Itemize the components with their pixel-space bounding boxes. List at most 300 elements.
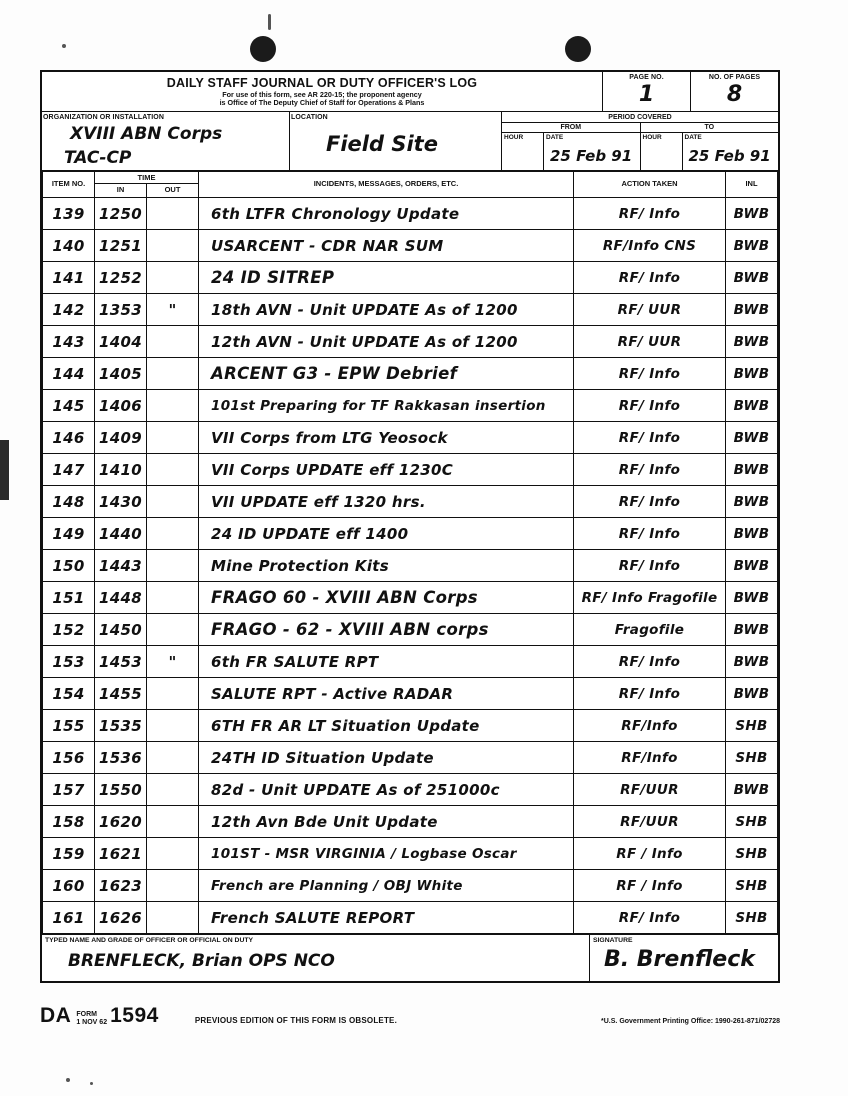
- cell-incident: [199, 582, 574, 614]
- cell-time-in: [95, 806, 147, 838]
- cell-item-no: [43, 838, 95, 870]
- cell-initials: [726, 806, 778, 838]
- cell-initials-text: SHB: [735, 750, 768, 767]
- cell-item-no-text: 161: [52, 908, 85, 927]
- table-row: [43, 870, 778, 902]
- cell-initials-text: SHB: [735, 814, 768, 831]
- gpo-notice: *U.S. Government Printing Office: 1990-261-871/02728: [601, 1018, 780, 1025]
- cell-incident-text: 6TH FR AR LT Situation Update: [211, 716, 480, 735]
- cell-initials-text: BWB: [733, 334, 770, 351]
- table-row: [43, 518, 778, 550]
- table-row: [43, 710, 778, 742]
- cell-action-taken-text: RF / Info: [616, 878, 683, 895]
- cell-time-in-text: 1626: [99, 908, 142, 927]
- cell-time-in: [95, 774, 147, 806]
- col-header-action-taken: ACTION TAKEN: [574, 171, 726, 198]
- cell-initials: [726, 422, 778, 454]
- table-row: [43, 806, 778, 838]
- cell-time-in: [95, 678, 147, 710]
- signature-field: [590, 935, 778, 981]
- cell-time-out: [147, 710, 199, 742]
- table-row: [43, 550, 778, 582]
- cell-incident: [199, 422, 574, 454]
- cell-incident: [199, 358, 574, 390]
- cell-action-taken-text: RF/ Info: [618, 686, 681, 703]
- cell-initials: [726, 230, 778, 262]
- cell-action-taken: [574, 710, 726, 742]
- cell-initials: [726, 582, 778, 614]
- hole-punch-left-icon: [250, 36, 276, 62]
- cell-item-no: [43, 390, 95, 422]
- scan-speck: [62, 44, 66, 48]
- cell-time-out: [147, 870, 199, 902]
- cell-time-out: [147, 582, 199, 614]
- cell-time-in-text: 1448: [99, 588, 142, 607]
- cell-initials: [726, 486, 778, 518]
- cell-time-out: [147, 742, 199, 774]
- cell-item-no: [43, 678, 95, 710]
- cell-item-no-text: 156: [52, 748, 85, 767]
- form-subtitle-line1: For use of this form, see AR 220-15; the proponent agency: [222, 90, 422, 99]
- cell-time-in: [95, 486, 147, 518]
- cell-time-in-text: 1440: [99, 524, 142, 543]
- cell-action-taken-text: RF/ Info: [618, 910, 681, 927]
- cell-incident: [199, 902, 574, 934]
- table-row: [43, 262, 778, 294]
- page-no-field: [602, 72, 690, 111]
- cell-time-out: [147, 230, 199, 262]
- cell-item-no-text: 152: [52, 620, 85, 639]
- cell-action-taken-text: RF/UUR: [620, 814, 679, 831]
- cell-action-taken-text: RF/ Info: [618, 206, 681, 223]
- cell-time-out: [147, 486, 199, 518]
- cell-item-no: [43, 294, 95, 326]
- cell-time-out: [147, 518, 199, 550]
- cell-initials: [726, 550, 778, 582]
- cell-action-taken-text: RF / Info: [616, 846, 683, 863]
- cell-item-no-text: 143: [52, 332, 85, 351]
- cell-action-taken: [574, 486, 726, 518]
- cell-incident-text: French are Planning / OBJ White: [211, 878, 463, 895]
- cell-initials: [726, 742, 778, 774]
- cell-action-taken-text: RF/UUR: [620, 782, 679, 799]
- page-no-label: PAGE NO.: [629, 74, 664, 81]
- cell-incident-text: FRAGO 60 - XVIII ABN Corps: [211, 588, 478, 608]
- to-date-label: DATE: [684, 133, 702, 141]
- cell-time-in: [95, 550, 147, 582]
- table-header-row: [43, 171, 778, 198]
- cell-incident: [199, 262, 574, 294]
- cell-incident: [199, 678, 574, 710]
- cell-time-in: [95, 422, 147, 454]
- organization-value-line1: XVIII ABN Corps: [70, 123, 223, 144]
- cell-item-no-text: 158: [52, 812, 85, 831]
- cell-time-in: [95, 902, 147, 934]
- cell-initials-text: BWB: [733, 462, 770, 479]
- table-row: [43, 230, 778, 262]
- cell-initials-text: BWB: [733, 430, 770, 447]
- form-subtitle-line2: is Office of The Deputy Chief of Staff for Operations & Plans: [219, 98, 425, 108]
- cell-initials-text: SHB: [735, 910, 768, 927]
- cell-action-taken: [574, 198, 726, 230]
- cell-action-taken-text: RF/ UUR: [617, 302, 682, 319]
- cell-time-in: [95, 614, 147, 646]
- cell-action-taken-text: RF/ Info: [618, 494, 681, 511]
- to-label: TO: [704, 123, 715, 131]
- cell-initials: [726, 358, 778, 390]
- cell-time-in: [95, 198, 147, 230]
- cell-initials-text: BWB: [733, 238, 770, 255]
- cell-incident: [199, 742, 574, 774]
- cell-initials-text: SHB: [735, 718, 768, 735]
- cell-incident-text: 12th Avn Bde Unit Update: [211, 812, 438, 831]
- cell-item-no: [43, 550, 95, 582]
- page-no-value: 1: [638, 82, 655, 108]
- cell-item-no: [43, 710, 95, 742]
- cell-item-no: [43, 486, 95, 518]
- cell-initials: [726, 678, 778, 710]
- cell-incident-text: VII Corps UPDATE eff 1230C: [211, 460, 454, 479]
- cell-action-taken: [574, 518, 726, 550]
- form-label-line1: FORM: [76, 1011, 97, 1019]
- cell-item-no-text: 154: [52, 684, 85, 703]
- cell-incident: [199, 710, 574, 742]
- cell-time-in-text: 1430: [99, 492, 142, 511]
- table-row: [43, 646, 778, 678]
- cell-incident-text: 82d - Unit UPDATE As of 251000c: [211, 780, 500, 799]
- cell-time-in: [95, 710, 147, 742]
- cell-time-in-text: 1621: [99, 844, 142, 863]
- cell-action-taken: [574, 678, 726, 710]
- table-row: [43, 198, 778, 230]
- cell-incident: [199, 294, 574, 326]
- cell-initials: [726, 710, 778, 742]
- cell-initials: [726, 262, 778, 294]
- cell-initials-text: BWB: [733, 302, 770, 319]
- cell-initials-text: BWB: [733, 270, 770, 287]
- cell-action-taken: [574, 742, 726, 774]
- scan-speck: [268, 14, 271, 30]
- cell-action-taken-text: RF/ Info Fragofile: [581, 590, 718, 607]
- cell-action-taken: [574, 550, 726, 582]
- cell-time-in-text: 1550: [99, 780, 142, 799]
- cell-time-out-text: ": [168, 652, 177, 671]
- form-footer: [42, 934, 778, 981]
- cell-incident-text: 12th AVN - Unit UPDATE As of 1200: [211, 332, 518, 351]
- journal-table: [42, 171, 778, 935]
- cell-action-taken-text: RF/Info: [621, 718, 678, 735]
- cell-incident: [199, 646, 574, 678]
- hole-punch-right-icon: [565, 36, 591, 62]
- from-date-cell: [544, 133, 641, 170]
- cell-time-in-text: 1450: [99, 620, 142, 639]
- cell-item-no: [43, 582, 95, 614]
- col-header-out: OUT: [164, 184, 181, 194]
- cell-initials: [726, 902, 778, 934]
- cell-action-taken: [574, 230, 726, 262]
- cell-initials-text: BWB: [733, 366, 770, 383]
- cell-initials-text: BWB: [733, 558, 770, 575]
- cell-incident: [199, 774, 574, 806]
- col-header-inl: INL: [726, 171, 778, 198]
- cell-time-out: [147, 806, 199, 838]
- cell-initials: [726, 774, 778, 806]
- cell-time-out: [147, 358, 199, 390]
- cell-time-in-text: 1353: [99, 300, 142, 319]
- table-row: [43, 326, 778, 358]
- cell-time-in-text: 1406: [99, 396, 142, 415]
- cell-time-in: [95, 742, 147, 774]
- cell-item-no-text: 155: [52, 716, 85, 735]
- cell-time-in-text: 1620: [99, 812, 142, 831]
- cell-action-taken: [574, 358, 726, 390]
- cell-time-out: [147, 454, 199, 486]
- from-date-value: 25 Feb 91: [550, 146, 633, 165]
- cell-time-in: [95, 518, 147, 550]
- cell-incident: [199, 326, 574, 358]
- cell-time-out: [147, 646, 199, 678]
- cell-time-out: [147, 326, 199, 358]
- cell-item-no-text: 141: [52, 268, 85, 287]
- no-of-pages-label: NO. OF PAGES: [708, 74, 761, 81]
- table-row: [43, 294, 778, 326]
- table-row: [43, 614, 778, 646]
- cell-item-no: [43, 230, 95, 262]
- cell-time-in: [95, 838, 147, 870]
- cell-incident-text: French SALUTE REPORT: [211, 908, 415, 927]
- cell-initials-text: BWB: [733, 590, 770, 607]
- cell-item-no: [43, 422, 95, 454]
- cell-time-out: [147, 550, 199, 582]
- cell-item-no: [43, 614, 95, 646]
- form-number: 1594: [110, 1004, 159, 1027]
- cell-action-taken-text: RF/Info CNS: [602, 238, 697, 255]
- scan-artifact-left-edge: [0, 440, 9, 500]
- table-row: [43, 422, 778, 454]
- cell-item-no-text: 150: [52, 556, 85, 575]
- to-hour-cell: [641, 133, 683, 170]
- cell-item-no: [43, 518, 95, 550]
- cell-incident: [199, 550, 574, 582]
- cell-action-taken: [574, 646, 726, 678]
- cell-initials-text: BWB: [733, 526, 770, 543]
- signature-value: B. Brenfleck: [604, 947, 755, 973]
- cell-action-taken-text: RF/ Info: [618, 526, 681, 543]
- cell-item-no: [43, 646, 95, 678]
- cell-time-in: [95, 582, 147, 614]
- cell-item-no: [43, 774, 95, 806]
- cell-incident-text: VII UPDATE eff 1320 hrs.: [211, 492, 426, 511]
- form-header-row: [42, 112, 778, 171]
- da-label: DA: [40, 1004, 72, 1027]
- to-hour-label: HOUR: [642, 133, 662, 141]
- cell-incident-text: Mine Protection Kits: [211, 556, 389, 575]
- cell-incident: [199, 518, 574, 550]
- table-row: [43, 902, 778, 934]
- location-label: LOCATION: [291, 113, 328, 121]
- cell-initials-text: BWB: [733, 782, 770, 799]
- cell-incident: [199, 390, 574, 422]
- cell-action-taken-text: RF/ Info: [618, 654, 681, 671]
- cell-action-taken: [574, 326, 726, 358]
- cell-action-taken-text: RF/ Info: [618, 270, 681, 287]
- from-hour-cell: [502, 133, 544, 170]
- typed-name-field: [42, 935, 590, 981]
- cell-initials-text: BWB: [733, 654, 770, 671]
- cell-time-in-text: 1409: [99, 428, 142, 447]
- cell-incident-text: VII Corps from LTG Yeosock: [211, 428, 448, 447]
- cell-item-no-text: 153: [52, 652, 85, 671]
- cell-action-taken: [574, 294, 726, 326]
- cell-time-out: [147, 614, 199, 646]
- form-label-line2: 1 NOV 62: [76, 1018, 108, 1026]
- form-title-row: [42, 72, 778, 112]
- signature-label: SIGNATURE: [593, 937, 633, 945]
- cell-item-no-text: 149: [52, 524, 85, 543]
- cell-action-taken: [574, 582, 726, 614]
- cell-item-no: [43, 870, 95, 902]
- cell-action-taken: [574, 806, 726, 838]
- cell-initials: [726, 390, 778, 422]
- table-row: [43, 838, 778, 870]
- cell-time-in: [95, 230, 147, 262]
- cell-incident-text: SALUTE RPT - Active RADAR: [211, 684, 454, 703]
- table-row: [43, 582, 778, 614]
- table-row: [43, 678, 778, 710]
- cell-incident-text: USARCENT - CDR NAR SUM: [211, 236, 444, 255]
- table-row: [43, 742, 778, 774]
- cell-time-in-text: 1404: [99, 332, 142, 351]
- to-date-cell: [683, 133, 779, 170]
- location-value: Field Site: [326, 131, 438, 156]
- cell-initials: [726, 838, 778, 870]
- table-row: [43, 358, 778, 390]
- cell-time-in-text: 1405: [99, 364, 142, 383]
- form-edition-label: [76, 1011, 107, 1026]
- cell-item-no: [43, 454, 95, 486]
- cell-time-out: [147, 678, 199, 710]
- cell-incident: [199, 614, 574, 646]
- cell-time-in: [95, 262, 147, 294]
- cell-initials: [726, 454, 778, 486]
- cell-time-out: [147, 262, 199, 294]
- cell-initials-text: BWB: [733, 622, 770, 639]
- cell-incident-text: ARCENT G3 - EPW Debrief: [211, 364, 458, 384]
- cell-action-taken-text: RF/ Info: [618, 430, 681, 447]
- cell-time-in-text: 1443: [99, 556, 142, 575]
- cell-action-taken: [574, 390, 726, 422]
- cell-initials: [726, 614, 778, 646]
- cell-item-no: [43, 358, 95, 390]
- location-field: [290, 112, 502, 170]
- cell-item-no: [43, 198, 95, 230]
- cell-incident-text: 6th LTFR Chronology Update: [211, 204, 460, 223]
- cell-incident: [199, 198, 574, 230]
- cell-item-no-text: 148: [52, 492, 85, 511]
- cell-time-in-text: 1252: [99, 268, 142, 287]
- col-header-time: [95, 171, 199, 198]
- form-identification-bar: [40, 1004, 780, 1028]
- cell-initials-text: BWB: [733, 686, 770, 703]
- cell-time-in-text: 1250: [99, 204, 142, 223]
- col-header-incidents: INCIDENTS, MESSAGES, ORDERS, ETC.: [199, 171, 574, 198]
- cell-time-in-text: 1535: [99, 716, 142, 735]
- cell-action-taken: [574, 262, 726, 294]
- cell-time-in-text: 1536: [99, 748, 142, 767]
- cell-time-in: [95, 358, 147, 390]
- form-title: DAILY STAFF JOURNAL OR DUTY OFFICER'S LOG: [166, 76, 478, 90]
- cell-action-taken: [574, 614, 726, 646]
- table-row: [43, 454, 778, 486]
- cell-action-taken: [574, 454, 726, 486]
- cell-time-out: [147, 422, 199, 454]
- to-date-value: 25 Feb 91: [688, 146, 771, 165]
- cell-time-in: [95, 646, 147, 678]
- col-header-in: IN: [95, 184, 147, 197]
- cell-initials: [726, 294, 778, 326]
- cell-action-taken-text: RF/ Info: [618, 462, 681, 479]
- cell-action-taken: [574, 870, 726, 902]
- cell-initials: [726, 326, 778, 358]
- cell-item-no-text: 159: [52, 844, 85, 863]
- cell-incident-text: 24TH ID Situation Update: [211, 748, 434, 767]
- from-hour-label: HOUR: [504, 133, 524, 141]
- typed-name-label: TYPED NAME AND GRADE OF OFFICER OR OFFICIAL ON DUTY: [45, 937, 254, 945]
- organization-field: [42, 112, 290, 170]
- cell-incident: [199, 806, 574, 838]
- cell-action-taken: [574, 838, 726, 870]
- scan-speck: [66, 1078, 70, 1082]
- cell-action-taken: [574, 422, 726, 454]
- cell-time-in: [95, 294, 147, 326]
- cell-incident: [199, 838, 574, 870]
- da-form-1594: [40, 70, 780, 983]
- from-date-label: DATE: [546, 133, 564, 141]
- cell-initials: [726, 646, 778, 678]
- cell-time-in: [95, 870, 147, 902]
- cell-incident: [199, 870, 574, 902]
- no-of-pages-field: [690, 72, 778, 111]
- cell-item-no-text: 151: [52, 588, 85, 607]
- cell-time-in: [95, 390, 147, 422]
- cell-action-taken-text: RF/ Info: [618, 398, 681, 415]
- cell-action-taken-text: RF/ Info: [618, 558, 681, 575]
- cell-initials: [726, 198, 778, 230]
- table-row: [43, 390, 778, 422]
- cell-time-in-text: 1410: [99, 460, 142, 479]
- cell-item-no-text: 139: [52, 204, 85, 223]
- cell-action-taken-text: Fragofile: [614, 622, 685, 639]
- cell-time-in: [95, 454, 147, 486]
- cell-initials-text: SHB: [735, 878, 768, 895]
- cell-incident-text: FRAGO - 62 - XVIII ABN corps: [211, 620, 489, 640]
- cell-item-no-text: 147: [52, 460, 85, 479]
- cell-initials-text: BWB: [733, 206, 770, 223]
- table-row: [43, 486, 778, 518]
- cell-incident-text: 101ST - MSR VIRGINIA / Logbase Oscar: [211, 846, 517, 863]
- cell-time-out: [147, 390, 199, 422]
- cell-item-no: [43, 806, 95, 838]
- cell-time-out: [147, 902, 199, 934]
- cell-incident: [199, 454, 574, 486]
- cell-initials: [726, 518, 778, 550]
- organization-value-line2: TAC-CP: [64, 147, 132, 168]
- cell-time-out: [147, 294, 199, 326]
- cell-initials-text: BWB: [733, 494, 770, 511]
- cell-item-no: [43, 262, 95, 294]
- cell-time-in-text: 1453: [99, 652, 142, 671]
- cell-item-no-text: 140: [52, 236, 85, 255]
